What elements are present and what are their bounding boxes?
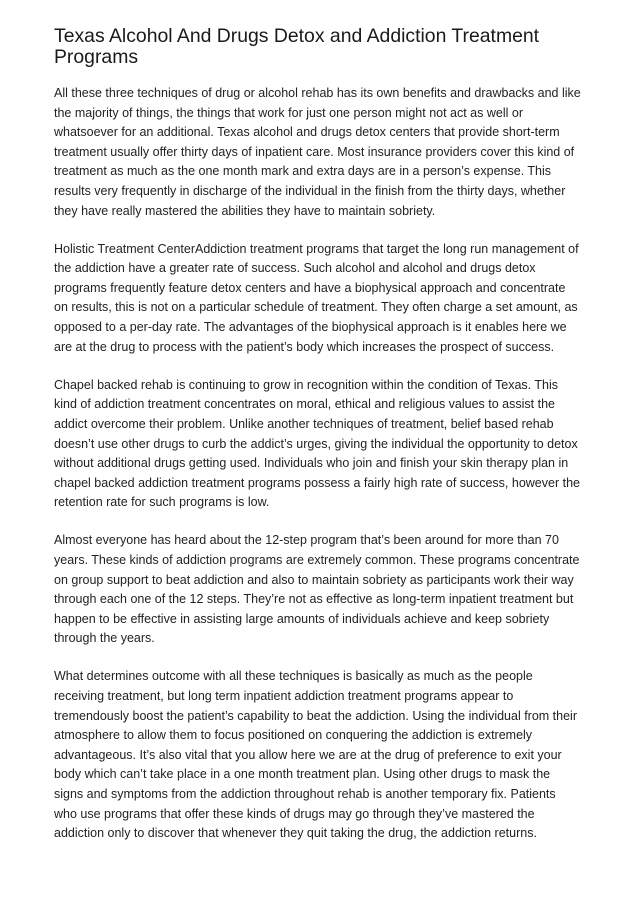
paragraph: Almost everyone has heard about the 12-step program that’s been around for more than 70 years. These kinds of addiction programs are extremely common. These programs concentrate on group support to beat addiction and also to maintain sobriety as participants work their way through each one of the 12 steps. They’re not as effective as long-term inpatient treatment but happen to be effective in assisting large amounts of individuals achieve and keep sobriety through the years. <box>54 533 580 646</box>
paragraph: What determines outcome with all these techniques is basically as much as the people receiving treatment, but long term inpatient addiction treatment programs appear to tremendously boost the patient’s capability to beat the addiction. Using the individual from their atmosphere to allow them to focus positioned on conquering the addiction is extremely advantageous. It’s also vital that you allow here we are at the drug of preference to exit your body which can’t take place in a one month treatment plan. Using other drugs to mask the signs and symptoms from the addiction throughout rehab is another temporary fix. Patients who use programs that offer these kinds of drugs may go through they’ve mastered the addiction only to discover that whenever they quit taking the drug, the addiction returns. <box>54 669 577 841</box>
document-title: Texas Alcohol And Drugs Detox and Addiction Treatment Programs <box>54 25 540 68</box>
paragraph: Chapel backed rehab is continuing to grow in recognition within the condition of Texas. This kind of addiction treatment concentrates on moral, ethical and religious values to assist the addict overcome their problem. Unlike another techniques of treatment, belief based rehab doesn’t use other drugs to curb the addict’s urges, giving the individual the opportunity to detox without additional drugs getting used. Individuals who join and finish your skin therapy plan in chapel backed addiction treatment programs possess a fairly high rate of success, however the retention rate for such programs is low. <box>54 377 580 510</box>
paragraph: All these three techniques of drug or alcohol rehab has its own benefits and drawbacks and like the majority of things, the things that work for just one person might not act as well or whatsoever for an additional. Texas alcohol and drugs detox centers that provide short-term treatment usually offer thirty days of inpatient care. Most insurance providers cover this kind of treatment as much as the one month mark and extra days are in a person’s expense. This results very frequently in discharge of the individual in the finish from the thirty days, whether they have really mastered the abilities they have to maintain sobriety. <box>54 86 581 218</box>
paragraph: Holistic Treatment CenterAddiction treatment programs that target the long run management of the addiction have a greater rate of success. Such alcohol and alcohol and drugs detox programs frequently feature detox centers and have a biophysical approach and concentrate on results, this is not on a particular schedule of treatment. They often charge a set amount, as opposed to a per-day rate. The advantages of the biophysical approach is it enables here we are at the drug to process with the patient’s body which increases the prospect of success. <box>54 241 579 354</box>
document-page <box>54 26 582 862</box>
